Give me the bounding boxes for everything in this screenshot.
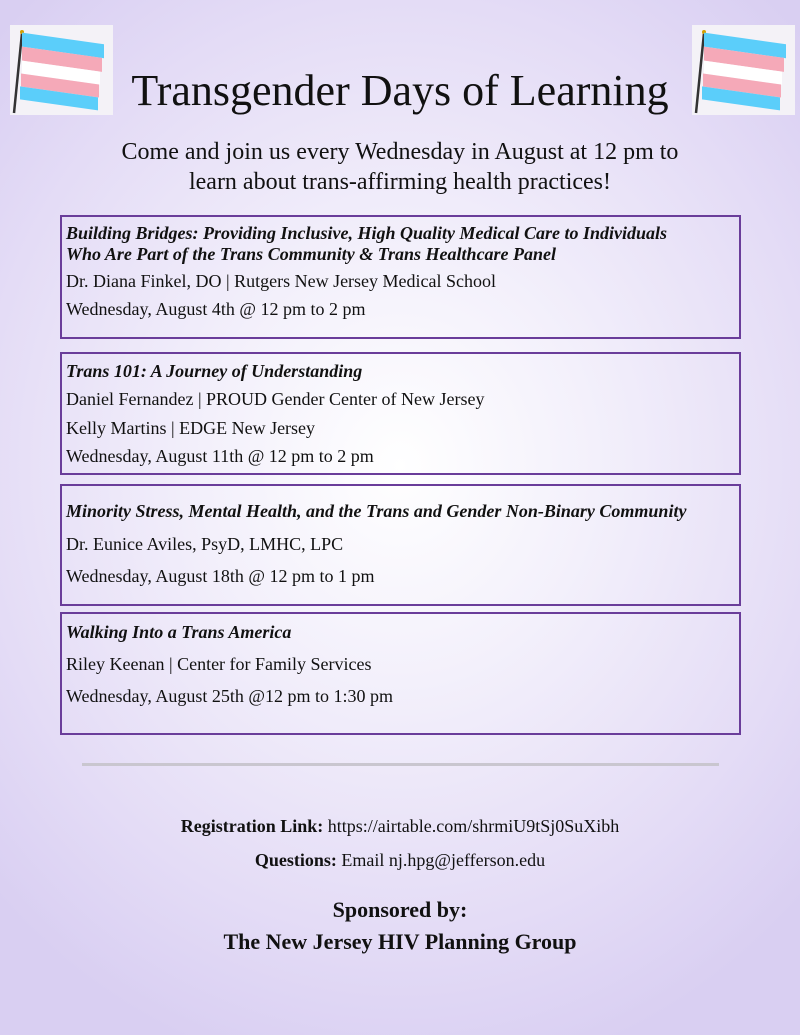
event-title: Building Bridges: Providing Inclusive, High Quality Medical Care to Individuals — [66, 223, 668, 243]
questions-line — [0, 850, 800, 871]
event-speaker: Kelly Martins | EDGE New Jersey — [66, 418, 316, 438]
questions-label: Questions: — [254, 850, 337, 870]
event-card-1 — [60, 215, 741, 339]
event-title: Walking Into a Trans America — [66, 622, 292, 642]
event-speaker: Dr. Diana Finkel, DO | Rutgers New Jersey Medical School — [66, 271, 497, 291]
event-card-2 — [60, 352, 741, 475]
event-title: Minority Stress, Mental Health, and the Trans and Gender Non-Binary Community — [66, 501, 687, 521]
divider — [82, 763, 719, 766]
registration-link[interactable]: https://airtable.com/shrmiU9tSj0SuXibh — [327, 816, 620, 836]
event-speaker: Daniel Fernandez | PROUD Gender Center of New Jersey — [66, 389, 485, 409]
page-title: Transgender Days of Learning — [131, 66, 669, 115]
event-date: Wednesday, August 4th @ 12 pm to 2 pm — [66, 299, 366, 319]
subtitle-line-1: Come and join us every Wednesday in August at 12 pm to — [121, 139, 679, 165]
event-date: Wednesday, August 11th @ 12 pm to 2 pm — [66, 446, 374, 466]
event-card-4 — [60, 612, 741, 735]
event-date: Wednesday, August 18th @ 12 pm to 1 pm — [66, 566, 375, 586]
event-speaker: Dr. Eunice Aviles, PsyD, LMHC, LPC — [66, 534, 344, 554]
event-title-line-2: Who Are Part of the Trans Community & Trans Healthcare Panel — [66, 244, 557, 264]
event-title: Trans 101: A Journey of Understanding — [66, 361, 363, 381]
sponsor-name: The New Jersey HIV Planning Group — [223, 929, 577, 954]
event-speaker: Riley Keenan | Center for Family Services — [66, 654, 372, 674]
event-date: Wednesday, August 25th @12 pm to 1:30 pm — [66, 686, 393, 706]
questions-email[interactable]: Email nj.hpg@jefferson.edu — [341, 850, 546, 870]
event-card-3 — [60, 484, 741, 606]
sponsored-label: Sponsored by: — [332, 897, 468, 922]
subtitle-line-2: learn about trans-affirming health practices! — [188, 169, 612, 195]
registration-line — [0, 816, 800, 837]
registration-label: Registration Link: — [180, 816, 324, 836]
